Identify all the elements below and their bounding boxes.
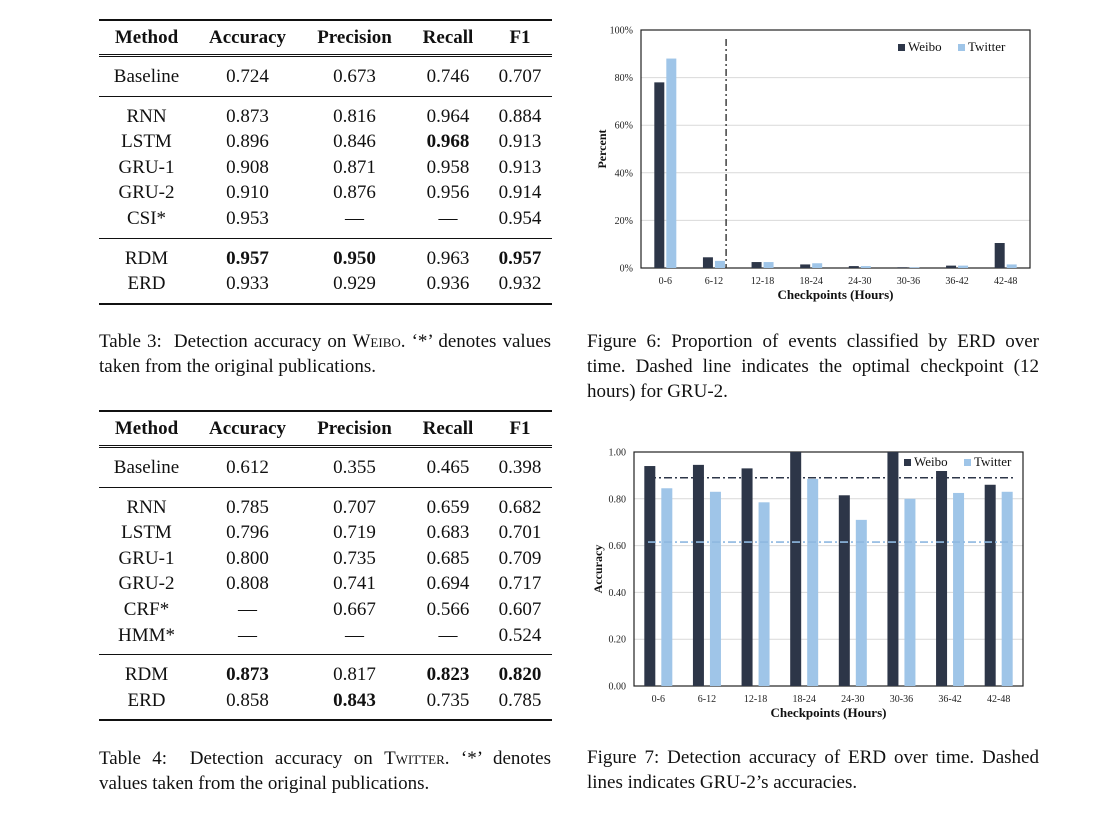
cell-precision: 0.719 — [333, 522, 376, 544]
table-4-body — [99, 447, 552, 721]
bar-weibo — [703, 257, 713, 268]
cell-f1: 0.701 — [498, 522, 542, 544]
bar-weibo — [644, 466, 655, 686]
table-row — [99, 597, 552, 623]
cell-method: RNN — [99, 96, 194, 129]
table-3-header-row — [99, 20, 552, 56]
y-tick-label: 0% — [619, 263, 633, 275]
cell-method: HMM* — [117, 624, 175, 646]
bar-weibo — [897, 267, 907, 268]
plot-frame — [634, 452, 1023, 686]
cell-accuracy: — — [238, 598, 257, 620]
y-axis-label: Percent — [595, 129, 609, 169]
bar-weibo — [790, 452, 801, 686]
cell-precision: 0.707 — [301, 487, 408, 520]
table-3-caption-label: Table 3: — [99, 331, 162, 352]
cell-accuracy: 0.785 — [194, 487, 301, 520]
cell-precision: 0.735 — [333, 547, 376, 569]
table-row — [99, 520, 552, 546]
cell-f1: 0.607 — [498, 598, 542, 620]
x-tick-label: 36-42 — [945, 276, 969, 287]
x-tick-label: 36-42 — [938, 694, 962, 705]
table-3-header-accuracy: Accuracy — [194, 20, 301, 56]
cell-method: RDM — [99, 238, 194, 271]
table-row — [99, 655, 552, 688]
table-row — [99, 487, 552, 520]
y-tick-label: 60% — [614, 120, 633, 132]
cell-accuracy: 0.724 — [194, 56, 301, 97]
y-tick-label: 0.40 — [608, 587, 626, 599]
y-tick-label: 40% — [614, 168, 633, 180]
cell-f1: 0.785 — [488, 688, 552, 721]
cell-precision: 0.667 — [333, 598, 376, 620]
cell-precision: 0.816 — [301, 96, 408, 129]
cell-method: CSI* — [126, 207, 167, 229]
cell-recall: 0.936 — [408, 271, 488, 304]
cell-precision: — — [345, 624, 364, 646]
cell-accuracy: 0.800 — [226, 547, 269, 569]
cell-precision — [301, 688, 408, 721]
table-4 — [99, 410, 552, 721]
bold-value: 0.823 — [426, 664, 470, 686]
cell-recall: 0.685 — [426, 547, 470, 569]
table-row — [99, 447, 552, 488]
table-row — [99, 155, 552, 181]
cell-method: LSTM — [121, 522, 172, 544]
cell-precision: 0.846 — [333, 131, 376, 153]
x-tick-label: 30-36 — [896, 276, 921, 287]
table-row — [99, 206, 552, 238]
bar-twitter — [715, 261, 725, 268]
cell-precision: 0.355 — [301, 447, 408, 488]
table-4-header-f1: F1 — [488, 411, 552, 447]
bar-weibo — [849, 266, 859, 268]
cell-accuracy: 0.896 — [226, 131, 269, 153]
cell-recall: 0.694 — [426, 573, 470, 595]
cell-f1: 0.932 — [488, 271, 552, 304]
table-3-caption-pre: Detection accuracy on — [173, 331, 353, 352]
y-tick-label: 20% — [614, 215, 633, 227]
table-3-caption-post: . ‘*’ denotes values taken from the original publications. — [99, 331, 552, 377]
table-4-caption-pre: Detection accuracy on — [189, 748, 385, 769]
cell-f1: 0.913 — [498, 131, 542, 153]
bold-value: 0.820 — [498, 664, 542, 686]
bar-weibo — [693, 465, 704, 686]
bold-value: 0.950 — [333, 247, 376, 269]
cell-accuracy: 0.858 — [194, 688, 301, 721]
cell-method: GRU-2 — [118, 573, 175, 595]
cell-f1: 0.717 — [498, 573, 542, 595]
legend-swatch-weibo — [898, 44, 905, 51]
cell-recall: 0.964 — [408, 96, 488, 129]
table-row — [99, 571, 552, 597]
legend-label-weibo: Weibo — [914, 454, 948, 469]
table-row — [99, 129, 552, 155]
y-tick-label: 0.00 — [608, 681, 626, 693]
y-tick-label: 0.60 — [608, 541, 626, 553]
bar-weibo — [742, 468, 753, 686]
table-row — [99, 623, 552, 655]
x-axis-label: Checkpoints (Hours) — [770, 705, 887, 720]
cell-f1: 0.954 — [498, 207, 542, 229]
cell-recall — [408, 129, 488, 155]
bold-value: 0.957 — [226, 247, 269, 269]
bar-weibo — [800, 264, 810, 268]
bar-weibo — [936, 471, 947, 686]
cell-recall: 0.735 — [408, 688, 488, 721]
cell-recall: 0.963 — [408, 238, 488, 271]
bar-twitter — [666, 59, 676, 268]
cell-f1 — [488, 655, 552, 688]
table-row — [99, 56, 552, 97]
y-axis-label: Accuracy — [591, 544, 605, 594]
y-tick-label: 80% — [614, 73, 633, 85]
bar-twitter — [710, 492, 721, 686]
bar-weibo — [946, 266, 956, 268]
y-tick-label: 0.80 — [608, 494, 626, 506]
cell-recall: 0.958 — [426, 156, 470, 178]
table-3-body — [99, 56, 552, 304]
cell-recall: — — [438, 207, 458, 229]
y-tick-label: 1.00 — [608, 447, 626, 459]
cell-accuracy: 0.612 — [194, 447, 301, 488]
cell-precision: 0.871 — [333, 156, 376, 178]
bar-weibo — [654, 82, 664, 268]
table-4-caption-post: . ‘*’ denotes values taken from the original publications. — [99, 748, 551, 794]
bar-twitter — [661, 488, 672, 686]
bar-twitter — [764, 262, 774, 268]
table-row — [99, 96, 552, 129]
cell-f1 — [488, 238, 552, 271]
cell-accuracy: 0.908 — [226, 156, 269, 178]
table-row — [99, 180, 552, 206]
cell-method: ERD — [99, 688, 194, 721]
bar-weibo — [839, 495, 850, 686]
cell-accuracy: — — [238, 624, 257, 646]
bold-value: 0.843 — [333, 689, 376, 711]
cell-precision: 0.817 — [301, 655, 408, 688]
x-tick-label: 6-12 — [697, 694, 717, 705]
table-4-caption — [99, 746, 551, 796]
table-4-header-recall: Recall — [408, 411, 488, 447]
figure-6-chart — [588, 18, 1048, 308]
table-3-header-precision: Precision — [301, 20, 408, 56]
cell-method: ERD — [99, 271, 194, 304]
legend-swatch-weibo — [904, 459, 911, 466]
y-tick-label: 0.20 — [608, 634, 626, 646]
legend-swatch-twitter — [958, 44, 965, 51]
table-3-header-method: Method — [99, 20, 194, 56]
cell-accuracy: 0.873 — [194, 96, 301, 129]
table-3-header-f1: F1 — [488, 20, 552, 56]
cell-method: CRF* — [123, 598, 170, 620]
cell-f1: 0.398 — [488, 447, 552, 488]
cell-f1: 0.707 — [488, 56, 552, 97]
cell-precision: 0.876 — [333, 182, 376, 204]
cell-accuracy: 0.953 — [226, 207, 269, 229]
cell-accuracy: 0.796 — [226, 522, 269, 544]
cell-f1: 0.524 — [498, 624, 542, 646]
cell-method: GRU-2 — [118, 182, 175, 204]
legend-label-weibo: Weibo — [908, 39, 942, 54]
bar-twitter — [958, 266, 968, 268]
table-row — [99, 546, 552, 572]
x-tick-label: 24-30 — [848, 276, 872, 287]
x-tick-label: 42-48 — [987, 694, 1011, 705]
cell-method: GRU-1 — [118, 547, 175, 569]
cell-recall: — — [438, 624, 458, 646]
x-tick-label: 12-18 — [743, 694, 768, 705]
cell-method: Baseline — [99, 447, 194, 488]
table-3-caption-dataset: Weibo — [352, 331, 401, 352]
bar-weibo — [752, 262, 762, 268]
x-tick-label: 24-30 — [841, 694, 865, 705]
cell-method: RNN — [99, 487, 194, 520]
cell-f1: 0.884 — [488, 96, 552, 129]
table-row — [99, 688, 552, 721]
table-3-header-recall: Recall — [408, 20, 488, 56]
bar-twitter — [807, 479, 818, 686]
cell-precision: 0.673 — [301, 56, 408, 97]
bar-twitter — [904, 499, 915, 686]
figure-7-chart — [588, 440, 1048, 725]
bar-twitter — [812, 263, 822, 268]
cell-precision: 0.741 — [333, 573, 376, 595]
legend-swatch-twitter — [964, 459, 971, 466]
x-tick-label: 0-6 — [651, 694, 665, 705]
bar-twitter — [856, 520, 867, 686]
cell-accuracy: 0.808 — [226, 573, 269, 595]
cell-f1: 0.914 — [498, 182, 542, 204]
x-tick-label: 30-36 — [889, 694, 914, 705]
table-4-header-method: Method — [99, 411, 194, 447]
cell-accuracy: 0.933 — [194, 271, 301, 304]
cell-recall: 0.465 — [408, 447, 488, 488]
cell-f1: 0.913 — [498, 156, 542, 178]
cell-recall — [408, 655, 488, 688]
table-3-caption — [99, 329, 551, 379]
bar-twitter — [1002, 492, 1013, 686]
cell-recall: 0.566 — [426, 598, 470, 620]
cell-precision — [301, 238, 408, 271]
cell-recall: 0.746 — [408, 56, 488, 97]
x-tick-label: 18-24 — [792, 694, 816, 705]
cell-recall: 0.659 — [408, 487, 488, 520]
cell-f1: 0.709 — [498, 547, 542, 569]
cell-accuracy — [194, 238, 301, 271]
bar-twitter — [861, 266, 871, 268]
cell-accuracy: 0.910 — [226, 182, 269, 204]
x-tick-label: 0-6 — [658, 276, 672, 287]
cell-f1: 0.682 — [488, 487, 552, 520]
figure-7-caption: Figure 7: Detection accuracy of ERD over time. Dashed lines indicates GRU-2’s accuracies. — [587, 747, 1039, 793]
plot-frame — [641, 30, 1030, 268]
cell-method: LSTM — [121, 131, 172, 153]
x-tick-label: 42-48 — [994, 276, 1018, 287]
cell-recall: 0.683 — [426, 522, 470, 544]
table-row — [99, 238, 552, 271]
cell-accuracy — [194, 655, 301, 688]
cell-recall: 0.956 — [426, 182, 470, 204]
legend-label-twitter: Twitter — [974, 454, 1012, 469]
cell-precision: — — [345, 207, 364, 229]
bold-value: 0.968 — [426, 131, 470, 153]
cell-method: Baseline — [99, 56, 194, 97]
x-tick-label: 6-12 — [704, 276, 724, 287]
x-tick-label: 12-18 — [750, 276, 775, 287]
cell-method: RDM — [99, 655, 194, 688]
bar-twitter — [909, 267, 919, 268]
bar-twitter — [759, 502, 770, 686]
x-tick-label: 18-24 — [799, 276, 823, 287]
bold-value: 0.957 — [498, 247, 542, 269]
bar-weibo — [995, 243, 1005, 268]
bar-weibo — [985, 485, 996, 686]
cell-method: GRU-1 — [118, 156, 175, 178]
table-3 — [99, 19, 552, 305]
y-tick-label: 100% — [609, 25, 633, 37]
bar-twitter — [1007, 264, 1017, 268]
x-axis-label: Checkpoints (Hours) — [777, 287, 894, 302]
table-4-header-row — [99, 411, 552, 447]
figure-6-caption: Figure 6: Proportion of events classified by ERD over time. Dashed line indicates the optimal checkpoint (12 hours) for GRU-2. — [587, 331, 1039, 402]
cell-precision: 0.929 — [301, 271, 408, 304]
table-row — [99, 271, 552, 304]
table-4-header-precision: Precision — [301, 411, 408, 447]
table-4-caption-label: Table 4: — [99, 748, 168, 769]
table-4-caption-dataset: Twitter — [384, 748, 445, 769]
bar-twitter — [953, 493, 964, 686]
table-4-header-accuracy: Accuracy — [194, 411, 301, 447]
bar-weibo — [887, 452, 898, 686]
legend-label-twitter: Twitter — [968, 39, 1006, 54]
bold-value: 0.873 — [226, 664, 269, 686]
